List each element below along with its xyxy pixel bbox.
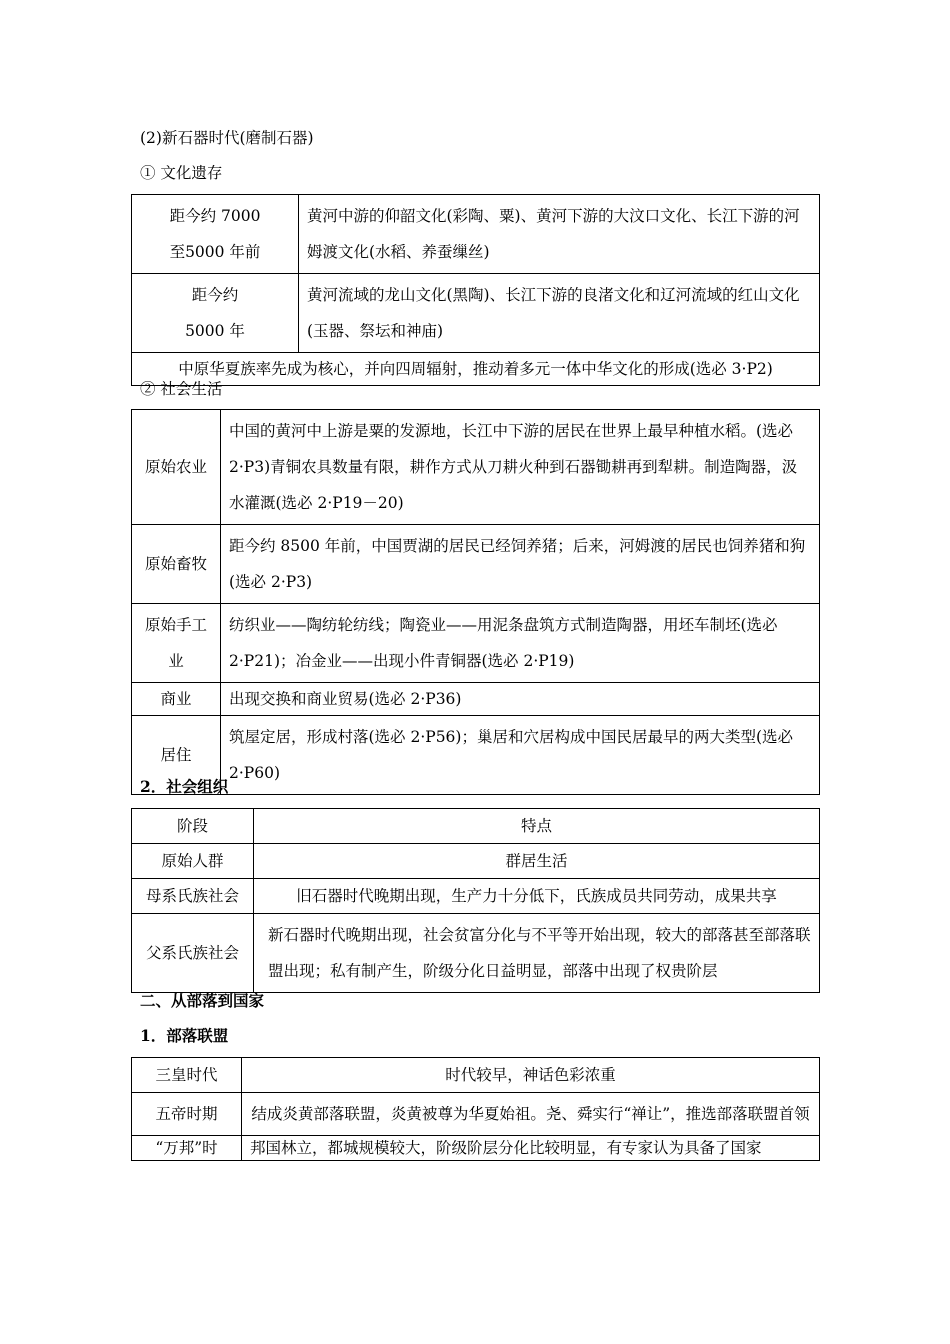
- content-cell: 结成炎黄部落联盟，炎黄被尊为华夏始祖。尧、舜实行“禅让”，推选部落联盟首领: [242, 1093, 820, 1136]
- period-line: 距今约 7000: [169, 207, 261, 225]
- content-cell: 时代较早，神话色彩浓重: [242, 1058, 820, 1093]
- part-two-heading: 二、从部落到国家: [140, 991, 265, 1010]
- era-cell: 五帝时期: [132, 1093, 242, 1136]
- period-cell: [132, 274, 299, 353]
- row-label: 居住: [132, 716, 221, 795]
- cultural-sites-heading: ① 文化遗存: [140, 164, 223, 182]
- content-cell: 筑屋定居，形成村落(选必 2·P56)；巢居和穴居构成中国民居最早的两大类型(选必 2·P60): [221, 716, 820, 795]
- cultural-sites-table: [131, 194, 820, 386]
- table-row: [132, 1058, 820, 1093]
- summary-cell: 中原华夏族率先成为核心，并向四周辐射，推动着多元一体中华文化的形成(选必 3·P2): [132, 353, 820, 386]
- table-row: [132, 844, 820, 879]
- social-life-heading: ② 社会生活: [140, 380, 223, 398]
- social-org-heading: 2．社会组织: [140, 777, 229, 796]
- stage-cell: 父系氏族社会: [132, 914, 254, 993]
- social-life-table: [131, 409, 820, 795]
- row-label: 原始手工业: [132, 604, 221, 683]
- table-row: [132, 410, 820, 525]
- table-row: [132, 879, 820, 914]
- feature-cell: 新石器时代晚期出现，社会贫富分化与不平等开始出现，较大的部落甚至部落联盟出现；私有制产生，阶级分化日益明显，部落中出现了权贵阶层: [254, 914, 820, 993]
- content-cell: 黄河流域的龙山文化(黑陶)、长江下游的良渚文化和辽河流域的红山文化(玉器、祭坛和神庙): [299, 274, 820, 353]
- content-cell: 纺织业——陶纺轮纺线；陶瓷业——用泥条盘筑方式制造陶器，用坯车制坯(选必 2·P21)；冶金业——出现小件青铜器(选必 2·P19): [221, 604, 820, 683]
- row-label: 商业: [132, 683, 221, 716]
- table-row: [132, 914, 820, 993]
- era-cell: “万邦”时: [132, 1136, 242, 1161]
- feature-cell: 旧石器时代晚期出现，生产力十分低下，氏族成员共同劳动，成果共享: [254, 879, 820, 914]
- table-row: [132, 1136, 820, 1161]
- tribal-alliance-heading: 1．部落联盟: [140, 1026, 229, 1045]
- content-cell: 距今约 8500 年前，中国贾湖的居民已经饲养猪；后来，河姆渡的居民也饲养猪和狗(选必 2·P3): [221, 525, 820, 604]
- content-cell: 中国的黄河中上游是粟的发源地，长江中下游的居民在世界上最早种植水稻。(选必 2·P3)青铜农具数量有限，耕作方式从刀耕火种到石器锄耕再到犁耕。制造陶器，汲水灌溉(选必 2·P19－20): [221, 410, 820, 525]
- table-row: [132, 1093, 820, 1136]
- stage-cell: 母系氏族社会: [132, 879, 254, 914]
- table-header-row: [132, 809, 820, 844]
- table-row: [132, 716, 820, 795]
- row-label: 原始畜牧: [132, 525, 221, 604]
- period-line: 5000 年: [185, 322, 245, 340]
- table-row: [132, 274, 820, 353]
- table-row: [132, 525, 820, 604]
- table-row: [132, 604, 820, 683]
- header-stage: 阶段: [132, 809, 254, 844]
- neolithic-heading: (2)新石器时代(磨制石器): [140, 129, 314, 147]
- table-row: [132, 353, 820, 386]
- content-cell: 出现交换和商业贸易(选必 2·P36): [221, 683, 820, 716]
- feature-cell: 群居生活: [254, 844, 820, 879]
- row-label: 原始农业: [132, 410, 221, 525]
- table-row: [132, 683, 820, 716]
- header-feature: 特点: [254, 809, 820, 844]
- tribal-alliance-table: [131, 1057, 820, 1161]
- table-row: [132, 195, 820, 274]
- content-cell: 邦国林立，都城规模较大，阶级阶层分化比较明显，有专家认为具备了国家: [242, 1136, 820, 1161]
- stage-cell: 原始人群: [132, 844, 254, 879]
- social-org-table: [131, 808, 820, 993]
- era-cell: 三皇时代: [132, 1058, 242, 1093]
- content-cell: 黄河中游的仰韶文化(彩陶、粟)、黄河下游的大汶口文化、长江下游的河姆渡文化(水稻、养蚕缫丝): [299, 195, 820, 274]
- period-line: 距今约: [191, 286, 239, 304]
- period-line: 至5000 年前: [169, 243, 261, 261]
- period-cell: [132, 195, 299, 274]
